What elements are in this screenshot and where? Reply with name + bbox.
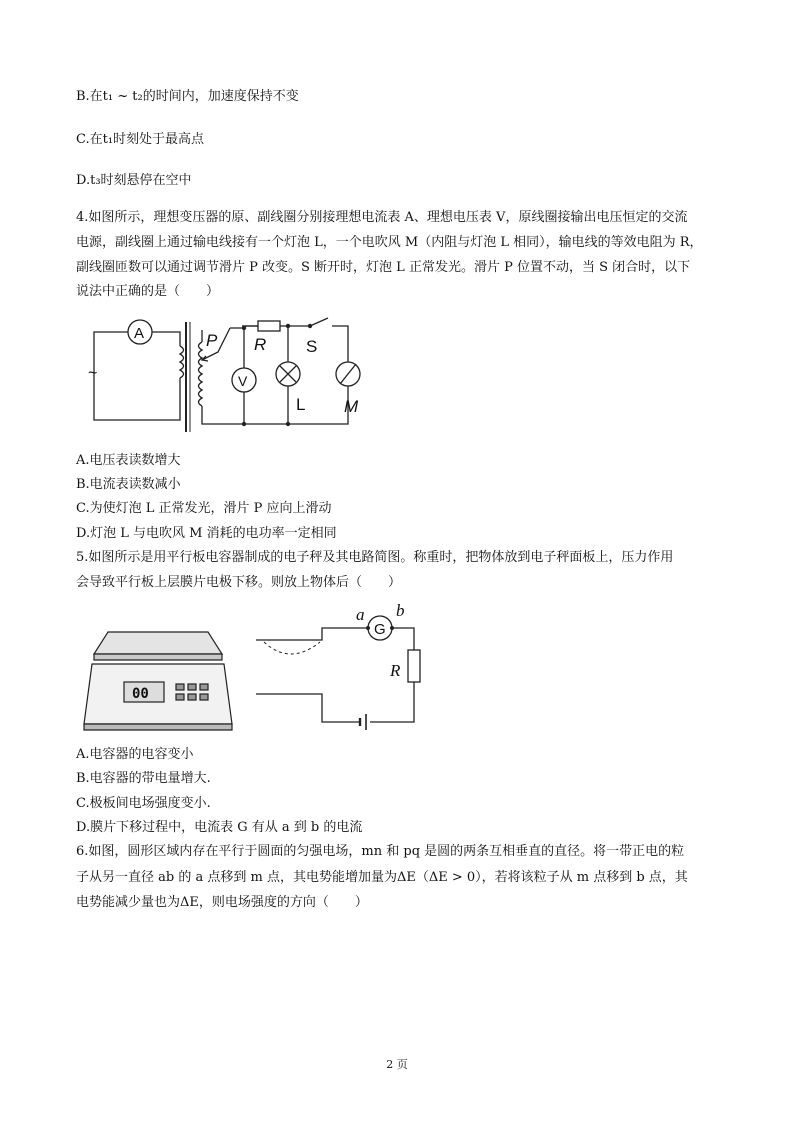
voltmeter-label: V (238, 373, 248, 389)
q4-stem-line-1: 4.如图所示，理想变压器的原、副线圈分别接理想电流表 A、理想电压表 V，原线圈接输出电压恒定的交流 (76, 210, 688, 225)
q4-option-d: D.灯泡 L 与电吹风 M 消耗的电功率一定相同 (76, 526, 337, 541)
lamp-label: L (296, 395, 306, 414)
q5-option-b: B.电容器的带电量增大. (76, 771, 211, 786)
upper-plate-wire (256, 628, 368, 640)
q5-electronic-scale (78, 624, 238, 734)
q5-stem-line-1: 5.如图所示是用平行板电容器制成的电子秤及其电路简图。称重时，把物体放到电子秤面板上，压力作用 (76, 550, 674, 565)
primary-coil (180, 346, 184, 378)
q5-option-d: D.膜片下移过程中，电流表 G 有从 a 到 b 的电流 (76, 820, 363, 835)
q3-option-c: C.在t₁时刻处于最高点 (76, 132, 205, 147)
motor-label: M (344, 397, 359, 416)
page-number: 2 页 (386, 1058, 408, 1071)
scale-display-digits: 00 (132, 686, 149, 702)
q4-stem-line-4: 说法中正确的是（ ） (76, 284, 220, 299)
ac-source-label: ~ (88, 365, 98, 382)
resistor-label: R (390, 661, 401, 680)
q6-stem-line-1: 6.如图，圆形区域内存在平行于圆面的匀强电场，mn 和 pq 是圆的两条互相垂直的直径。将一带正电的粒 (76, 844, 685, 859)
point-b-label: b (396, 601, 405, 620)
resistor-r (258, 321, 280, 331)
q4-stem-line-2: 电源，副线圈上通过输电线接有一个灯泡 L，一个电吹风 M（内阻与灯泡 L 相同），输电线的等效电阻为 R， (76, 235, 703, 250)
membrane-deflection (264, 642, 320, 654)
q6-stem-line-2: 子从另一直径 ab 的 a 点移到 m 点，其电势能增加量为ΔE（ΔE > 0），若将该粒子从 m 点移到 b 点，其 (76, 870, 688, 885)
ammeter-label: A (134, 325, 145, 342)
resistor-r (408, 650, 420, 682)
galvanometer-label: G (374, 621, 386, 638)
resistor-label: R (254, 335, 267, 354)
q5-capacitor-circuit (250, 600, 430, 732)
slider-label: P (206, 331, 218, 350)
q4-option-a: A.电压表读数增大 (76, 453, 181, 468)
q3-option-b: B.在t₁ ~ t₂的时间内，加速度保持不变 (76, 89, 299, 104)
lower-plate-wire (256, 694, 360, 722)
primary-wire (94, 332, 180, 420)
switch-label: S (306, 337, 318, 356)
q3-option-d: D.t₃时刻悬停在空中 (76, 173, 192, 188)
point-a-label: a (356, 605, 365, 624)
q6-stem-line-3: 电势能减少量也为ΔE，则电场强度的方向（ ） (76, 895, 368, 910)
secondary-coil (199, 342, 203, 406)
q4-transformer-circuit (82, 312, 372, 434)
q4-stem-line-3: 副线圈匝数可以通过调节滑片 P 改变。S 断开时，灯泡 L 正常发光。滑片 P 位置不动，当 S 闭合时，以下 (76, 260, 691, 275)
q4-option-c: C.为使灯泡 L 正常发光，滑片 P 应向上滑动 (76, 501, 332, 516)
q4-option-b: B.电流表读数减小 (76, 477, 181, 492)
q5-option-a: A.电容器的电容变小 (76, 747, 194, 762)
q5-option-c: C.极板间电场强度变小. (76, 796, 211, 811)
switch-s (310, 318, 328, 326)
q5-stem-line-2: 会导致平行板上层膜片电极下移。则放上物体后（ ） (76, 575, 402, 590)
